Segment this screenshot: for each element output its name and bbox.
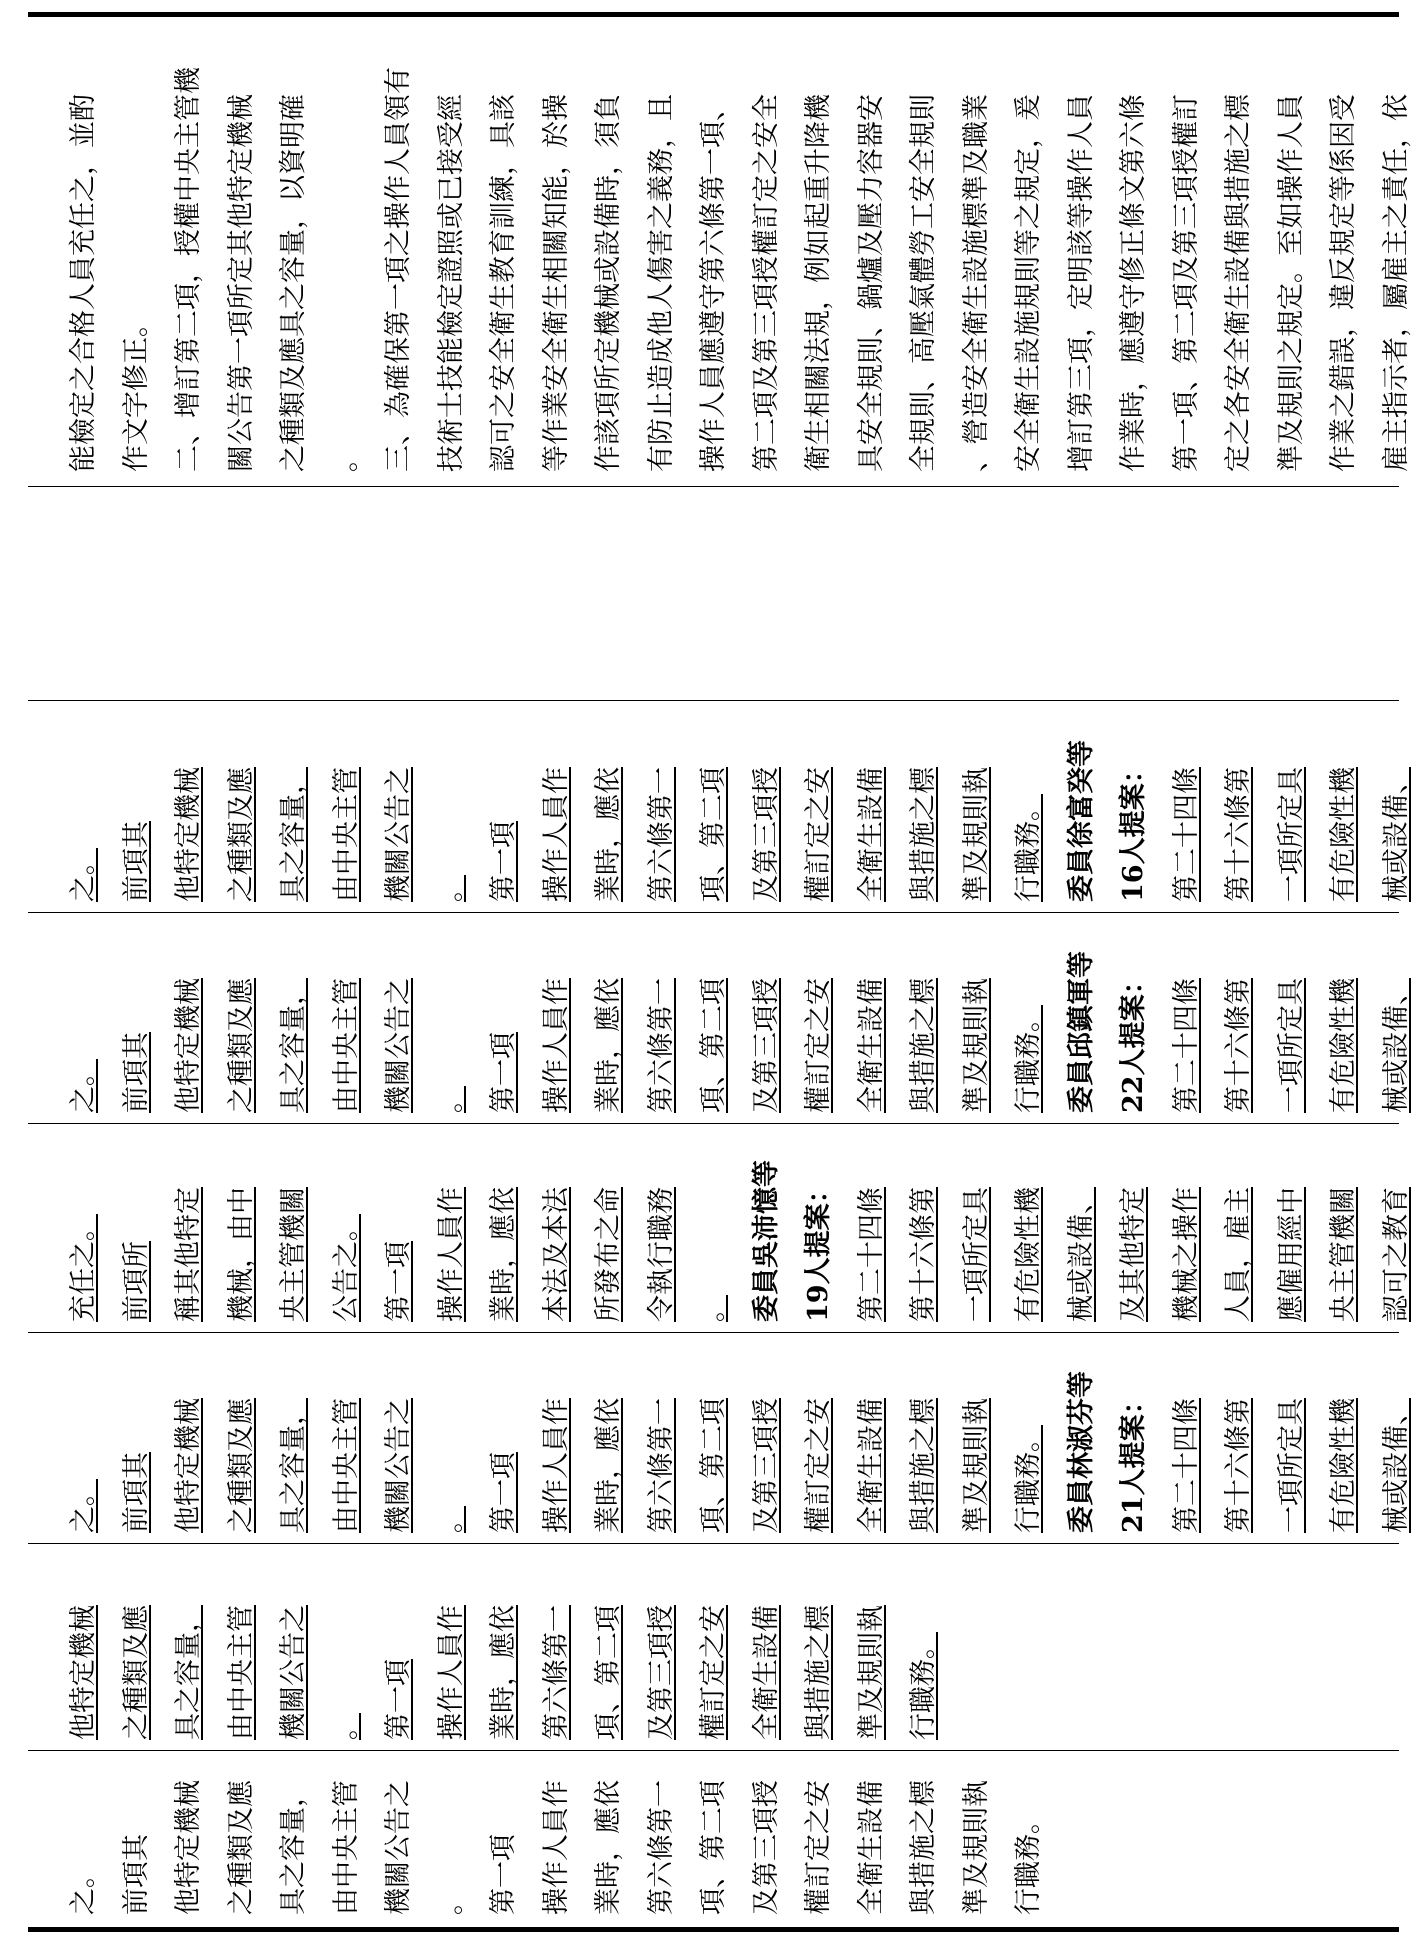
text-line: 能檢定之合格人員充任之，並酌 (68, 94, 99, 472)
text-line: 第一項 (488, 1834, 519, 1915)
text-line: 權訂定之安 (698, 1605, 729, 1740)
text-line: 行職務。 (908, 1632, 939, 1740)
text-line: 第二十四條 (1170, 978, 1202, 1113)
text-line: 之種類及應具之容量，以資明確 (278, 94, 309, 472)
committee-amended-section (28, 1543, 1399, 1750)
text-line: 全衛生設備 (855, 978, 887, 1113)
text-line: 之。 (68, 848, 99, 902)
text-line: 準及規則執 (855, 1605, 887, 1740)
text-line: 委員邱鎮軍等 (1065, 951, 1097, 1113)
text-line: 全衛生設備 (750, 1605, 782, 1740)
text-line: 及其他特定 (1118, 1187, 1149, 1322)
text-line: 機關公告之 (383, 978, 414, 1113)
text-line: 操作人員作 (435, 1187, 467, 1322)
text-line: 行職務。 (1013, 794, 1044, 902)
text-line: 雇主指示者，屬雇主之責任，依 (1380, 94, 1412, 472)
text-line: 操作人員作 (435, 1605, 467, 1740)
text-line: 項、第二項 (593, 1605, 624, 1740)
text-line: 前項其 (120, 1834, 152, 1915)
text-line: 委員林淑芬等 (1065, 1371, 1097, 1533)
text-line: 第六條第一 (540, 1605, 572, 1740)
text-line: 由中央主管 (330, 1398, 362, 1533)
text-line: 一項所定具 (960, 1187, 992, 1322)
text-line: 由中央主管 (330, 978, 362, 1113)
text-line: 應僱用經中 (1275, 1187, 1307, 1322)
text-line: 權訂定之安 (803, 978, 834, 1113)
text-line: 準及規則執 (960, 1398, 992, 1533)
text-line: 具安全規則、鍋爐及壓力容器安 (855, 94, 887, 472)
text-line: 械或設備、 (1380, 1398, 1412, 1533)
text-line: 機械，由中 (225, 1187, 257, 1322)
text-line: 與措施之標 (908, 1780, 939, 1915)
text-line: 前項其 (120, 1032, 152, 1113)
text-line: 第十六條第 (908, 1187, 939, 1322)
text-line: 他特定機械 (173, 1780, 204, 1915)
text-line: 機關公告之 (278, 1605, 309, 1740)
text-line: 及第三項授 (645, 1605, 677, 1740)
text-line: 人員，雇主 (1223, 1187, 1254, 1322)
text-line: 具之容量， (173, 1605, 204, 1740)
text-line: 一項所定具 (1275, 1398, 1307, 1533)
text-line: 與措施之標 (908, 767, 939, 902)
text-line: 本法及本法 (540, 1187, 572, 1322)
text-line: 由中央主管 (330, 1780, 362, 1915)
text-line: 全衛生設備 (855, 767, 887, 902)
text-line: 認可之安全衛生教育訓練，具該 (488, 94, 519, 472)
proposal-qiu-zhenjun-section (28, 912, 1412, 1123)
text-line: 稱其他特定 (173, 1187, 204, 1322)
text-line: 央主管機關 (278, 1187, 309, 1322)
text-line: 。 (435, 1888, 467, 1915)
text-line: 委員徐富癸等 (1065, 740, 1097, 902)
text-line: 作該項所定機械或設備時，須負 (593, 94, 624, 472)
text-line: 第一項 (383, 1659, 414, 1740)
text-line: 機關公告之 (383, 1398, 414, 1533)
text-line: 一項所定具 (1275, 767, 1307, 902)
text-line: 。 (330, 1713, 362, 1740)
text-line: 。 (435, 1086, 467, 1113)
text-line: 械或設備、 (1380, 767, 1412, 902)
text-line: 業時，應依 (593, 1780, 624, 1915)
executive-yuan-section (28, 1750, 1399, 1925)
text-line: 權訂定之安 (803, 1780, 834, 1915)
text-line: 項、第二項 (698, 1780, 729, 1915)
text-line: 及第三項授 (750, 1398, 782, 1533)
text-line: 行職務。 (1013, 1005, 1044, 1113)
text-line: 認可之教育 (1380, 1187, 1412, 1322)
text-line: 第六條第一 (645, 1780, 677, 1915)
text-line: 。 (435, 875, 467, 902)
text-line: 所發布之命 (593, 1187, 624, 1322)
text-line: 具之容量， (278, 1398, 309, 1533)
text-line: 他特定機械 (173, 767, 204, 902)
text-line: 作業之錯誤，違反規定等係因受 (1328, 94, 1359, 472)
text-line: 全衛生設備 (855, 1780, 887, 1915)
text-line: 及第三項授 (750, 767, 782, 902)
text-line: 。 (330, 445, 362, 472)
text-line: 之。 (68, 1059, 99, 1113)
text-line: 業時，應依 (488, 1605, 519, 1740)
text-line: 業時，應依 (488, 1187, 519, 1322)
text-line: 由中央主管 (330, 767, 362, 902)
text-line: 22人提案： (1118, 967, 1149, 1113)
text-line: 由中央主管 (225, 1605, 257, 1740)
text-line: 關公告第一項所定其他特定機械 (225, 94, 257, 472)
text-line: 前項其 (120, 821, 152, 902)
text-line: 行職務。 (1013, 1425, 1044, 1533)
text-line: 定之各安全衛生設備與措施之標 (1223, 94, 1254, 472)
proposal-lin-shufen-section (28, 1332, 1412, 1543)
text-line: 有危險性機 (1328, 1398, 1359, 1533)
text-line: 之種類及應 (120, 1605, 152, 1740)
text-line: 二、增訂第二項，授權中央主管機 (173, 67, 204, 472)
text-line: 19人提案： (803, 1176, 834, 1322)
text-line: 業時，應依 (593, 978, 624, 1113)
text-line: 與措施之標 (803, 1605, 834, 1740)
text-line: 第六條第一 (645, 978, 677, 1113)
text-line: 操作人員作 (540, 767, 572, 902)
text-line: 全規則、高壓氣體勞工安全規則 (908, 94, 939, 472)
text-line: 他特定機械 (173, 1398, 204, 1533)
text-line: 械或設備、 (1380, 978, 1412, 1113)
text-line: 他特定機械 (173, 978, 204, 1113)
row-separator-1 (28, 486, 1399, 487)
explanation-section (28, 20, 1412, 482)
text-line: 項、第二項 (698, 1398, 729, 1533)
text-line: 等作業安全衛生相關知能，於操 (540, 94, 572, 472)
text-line: 他特定機械 (68, 1605, 99, 1740)
text-line: 充任之。 (68, 1214, 99, 1322)
text-line: 機關公告之 (383, 1780, 414, 1915)
text-line: 操作人員作 (540, 1398, 572, 1533)
text-line: 衛生相關法規，例如起重升降機 (803, 94, 834, 472)
text-line: 第六條第一 (645, 1398, 677, 1533)
top-border-rule (28, 12, 1399, 17)
text-line: 操作人員作 (540, 1780, 572, 1915)
text-line: 之種類及應 (225, 767, 257, 902)
text-line: 有危險性機 (1013, 1187, 1044, 1322)
text-line: 第一項 (488, 1032, 519, 1113)
text-line: 準及規則執 (960, 978, 992, 1113)
bottom-border-rule (28, 1927, 1399, 1932)
text-line: 21人提案： (1118, 1387, 1149, 1533)
text-line: 第一項 (488, 1452, 519, 1533)
text-line: 安全衛生設施規則等之規定，爰 (1013, 94, 1044, 472)
text-line: 準及規則之規定。至如操作人員 (1275, 94, 1307, 472)
text-line: 第二項及第三項授權訂定之安全 (750, 94, 782, 472)
text-line: 權訂定之安 (803, 767, 834, 902)
text-line: 令執行職務 (645, 1187, 677, 1322)
text-line: 之種類及應 (225, 1398, 257, 1533)
text-line: 公告之。 (330, 1214, 362, 1322)
text-line: 具之容量， (278, 1780, 309, 1915)
text-line: 。 (435, 1506, 467, 1533)
text-line: 有危險性機 (1328, 978, 1359, 1113)
text-line: 第二十四條 (1170, 1398, 1202, 1533)
text-line: 具之容量， (278, 978, 309, 1113)
text-line: 第一項、第二項及第三項授權訂 (1170, 94, 1202, 472)
text-line: 第二十四條 (1170, 767, 1202, 902)
text-line: 第一項 (488, 821, 519, 902)
text-line: 第十六條第 (1223, 1398, 1254, 1533)
text-line: 具之容量， (278, 767, 309, 902)
text-line: 項、第二項 (698, 767, 729, 902)
text-line: 之。 (68, 1861, 99, 1915)
text-line: 增訂第三項，定明該等操作人員 (1065, 94, 1097, 472)
text-line: 技術士技能檢定證照或已接受經 (435, 94, 467, 472)
text-line: 前項其 (120, 1452, 152, 1533)
text-line: 作業時，應遵守修正條文第六條 (1118, 94, 1149, 472)
text-line: 央主管機關 (1328, 1187, 1359, 1322)
text-line: 業時，應依 (593, 767, 624, 902)
text-line: 械或設備、 (1065, 1187, 1097, 1322)
text-line: 之種類及應 (225, 1780, 257, 1915)
text-line: 有危險性機 (1328, 767, 1359, 902)
text-line: 項、第二項 (698, 978, 729, 1113)
text-line: 委員吳沛憶等 (750, 1160, 782, 1322)
text-line: 之。 (68, 1479, 99, 1533)
text-line: 準及規則執 (960, 767, 992, 902)
text-line: 第十六條第 (1223, 767, 1254, 902)
text-line: 有防止造成他人傷害之義務，且 (645, 94, 677, 472)
text-line: 準及規則執 (960, 1780, 992, 1915)
text-line: 行職務。 (1013, 1807, 1044, 1915)
text-line: 第二十四條 (855, 1187, 887, 1322)
text-line: 作文字修正。 (120, 310, 152, 472)
text-line: 操作人員作 (540, 978, 572, 1113)
text-line: 第一項 (383, 1241, 414, 1322)
text-line: 業時，應依 (593, 1398, 624, 1533)
text-line: 之種類及應 (225, 978, 257, 1113)
text-line: 。 (698, 1295, 729, 1322)
text-line: 與措施之標 (908, 1398, 939, 1533)
text-line: 機械之操作 (1170, 1187, 1202, 1322)
text-line: 權訂定之安 (803, 1398, 834, 1533)
text-line: 三、為確保第一項之操作人員領有 (383, 67, 414, 472)
text-line: 第十六條第 (1223, 978, 1254, 1113)
text-line: 第六條第一 (645, 767, 677, 902)
proposal-xu-fuxing-section (28, 700, 1412, 912)
proposal-wu-peiyi-section (28, 1123, 1412, 1332)
text-line: 操作人員應遵守第六條第一項、 (698, 94, 729, 472)
text-line: 及第三項授 (750, 978, 782, 1113)
text-line: 16人提案： (1118, 756, 1149, 902)
text-line: 與措施之標 (908, 978, 939, 1113)
text-line: 全衛生設備 (855, 1398, 887, 1533)
text-line: 、營造安全衛生設施標準及職業 (960, 94, 992, 472)
text-line: 機關公告之 (383, 767, 414, 902)
text-line: 一項所定具 (1275, 978, 1307, 1113)
text-line: 前項所 (120, 1241, 152, 1322)
text-line: 及第三項授 (750, 1780, 782, 1915)
